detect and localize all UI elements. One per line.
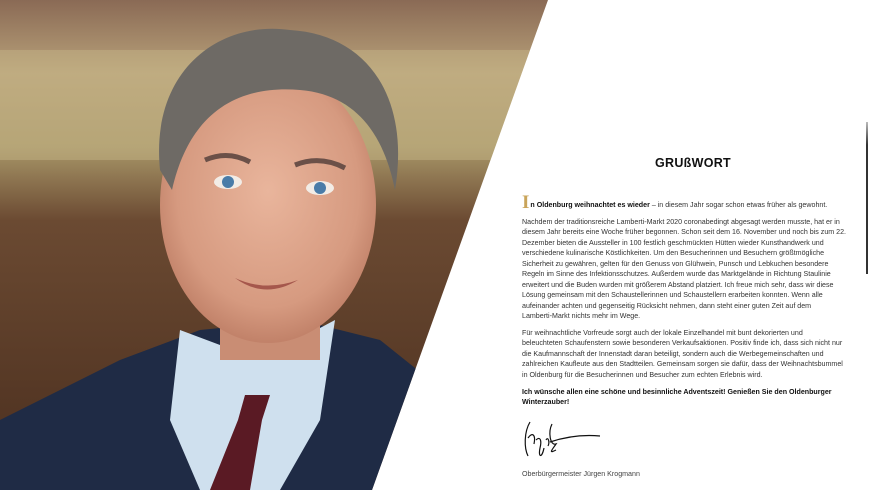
text-line: in Oldenburg für die Besucherinnen und Besucher zum echten Erlebnis wird. xyxy=(522,370,763,379)
text-line: Lamberti-Markt nichts mehr im Wege. xyxy=(522,312,641,321)
text-line: Winterzauber! xyxy=(522,398,570,407)
text-line: Nachdem der traditionsreiche Lamberti-Markt 2020 coronabedingt abgesagt werden musste, hat er in xyxy=(522,217,840,226)
signature xyxy=(522,418,602,460)
text-line: Sicherheit zu gewähren, gelten für den Genuss von Glühwein, Punsch und Lebkuchen besondere xyxy=(522,259,829,268)
intro-lead: n Oldenburg weihnachtet es wieder xyxy=(530,201,650,209)
intro-paragraph xyxy=(522,192,852,213)
text-line: Für weihnachtliche Vorfreude sorgt auch der lokale Einzelhandel mit bunt dekorierten und xyxy=(522,328,803,337)
text-line: Regeln im Sinne des Infektionsschutzes. Außerdem wurde das Marktgelände in Richtung Staulinie xyxy=(522,270,831,279)
text-line: aufeinander achten und gegenseitig Rücksicht nehmen, dann steht einer guten Zeit auf dem xyxy=(522,301,812,310)
text-line: zahlreichen Kaufleute aus den Stadtteilen. Gemeinsam sorgen sie dafür, dass der Weihnachtsbummel xyxy=(522,360,843,369)
page-title: GRUßWORT xyxy=(655,156,731,170)
text-line: beleuchteten Schaufenstern sowie besonderen Verkaufsaktionen. Positiv finde ich, dass sich nicht nur xyxy=(522,339,843,348)
text-line: die Kaufmannschaft der Innenstadt daran beteiligt, sondern auch die Werbegemeinschaften und xyxy=(522,349,824,358)
text-line: Dezember bieten die Aussteller in 100 festlich geschmückten Hütten wieder Kunsthandwerk und xyxy=(522,238,824,247)
paragraph-1 xyxy=(522,217,852,322)
signer-name: Oberbürgermeister Jürgen Krogmann xyxy=(522,470,640,478)
paragraph-2 xyxy=(522,328,852,380)
text-line: verschiedene kulinarische Köstlichkeiten. Um den Besucherinnen und Besuchern größtmögliche xyxy=(522,249,825,258)
drop-cap: I xyxy=(522,192,530,213)
text-line: Ich wünsche allen eine schöne und besinnliche Adventszeit! Genießen Sie den Oldenburger xyxy=(522,387,832,396)
scrollbar[interactable] xyxy=(866,122,868,274)
text-line: Lösung gemeinsam mit den Schaustellerinnen und Schaustellern erarbeiten konnten. Wenn alle xyxy=(522,291,823,300)
closing-paragraph xyxy=(522,387,852,408)
intro-rest: – in diesem Jahr sogar schon etwas früher als gewohnt. xyxy=(649,201,828,209)
article-body xyxy=(522,192,852,414)
text-line: diesem Jahr bereits eine Woche früher begonnen. Schon seit dem 16. November und noch bis zum 22. xyxy=(522,228,847,237)
text-line: erweitert und die Buden wurden mit größerem Abstand platziert. Ich freue mich sehr, dass wir diese xyxy=(522,280,834,289)
